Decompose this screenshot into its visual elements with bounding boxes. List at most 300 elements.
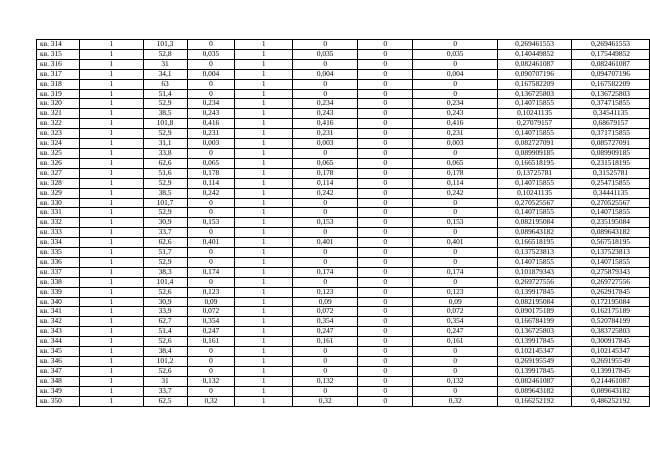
apartment-cell: кв. 329 xyxy=(37,188,80,198)
value-cell: 38,4 xyxy=(143,347,187,357)
value-cell: 1 xyxy=(80,297,143,307)
value-cell: 0,035 xyxy=(293,49,358,59)
value-cell: 0,13725781 xyxy=(497,168,571,178)
value-cell: 0 xyxy=(187,228,235,238)
value-cell: 0,004 xyxy=(187,69,235,79)
value-cell: 0,114 xyxy=(413,178,498,188)
value-cell: 0 xyxy=(358,327,413,337)
value-cell: 33,9 xyxy=(143,307,187,317)
value-cell: 0 xyxy=(293,148,358,158)
apartment-cell: кв. 335 xyxy=(37,248,80,258)
table-row xyxy=(37,248,650,258)
table-row xyxy=(37,396,650,406)
value-cell: 1 xyxy=(235,327,293,337)
apartment-cell: кв. 324 xyxy=(37,139,80,149)
value-cell: 0,354 xyxy=(293,317,358,327)
value-cell: 1 xyxy=(235,198,293,208)
value-cell: 1 xyxy=(80,99,143,109)
value-cell: 1 xyxy=(80,396,143,406)
apartment-cell: кв. 338 xyxy=(37,277,80,287)
value-cell: 101,7 xyxy=(143,198,187,208)
value-cell: 0,089643182 xyxy=(497,386,571,396)
value-cell: 1 xyxy=(80,238,143,248)
apartment-cell: кв. 342 xyxy=(37,317,80,327)
value-cell: 1 xyxy=(235,59,293,69)
value-cell: 52,9 xyxy=(143,257,187,267)
value-cell: 0 xyxy=(293,366,358,376)
value-cell: 52,6 xyxy=(143,366,187,376)
value-cell: 0,161 xyxy=(413,337,498,347)
table-row xyxy=(37,267,650,277)
value-cell: 1 xyxy=(80,129,143,139)
value-cell: 1 xyxy=(80,376,143,386)
value-cell: 1 xyxy=(235,257,293,267)
value-cell: 0,072 xyxy=(293,307,358,317)
value-cell: 0 xyxy=(358,79,413,89)
value-cell: 1 xyxy=(80,49,143,59)
table-row xyxy=(37,198,650,208)
table-body xyxy=(37,40,650,407)
value-cell: 1 xyxy=(80,357,143,367)
value-cell: 0,300917845 xyxy=(572,337,650,347)
value-cell: 0,082727091 xyxy=(497,139,571,149)
value-cell: 0,275879343 xyxy=(572,267,650,277)
value-cell: 0 xyxy=(413,248,498,258)
value-cell: 1 xyxy=(80,317,143,327)
value-cell: 0,174 xyxy=(187,267,235,277)
value-cell: 0,166784199 xyxy=(497,317,571,327)
value-cell: 0,090175189 xyxy=(497,307,571,317)
value-cell: 51,6 xyxy=(143,168,187,178)
value-cell: 0 xyxy=(358,158,413,168)
apartment-cell: кв. 343 xyxy=(37,327,80,337)
apartment-cell: кв. 318 xyxy=(37,79,80,89)
value-cell: 0 xyxy=(358,218,413,228)
value-cell: 0,140715855 xyxy=(497,129,571,139)
value-cell: 0,374715855 xyxy=(572,99,650,109)
value-cell: 0,003 xyxy=(413,139,498,149)
value-cell: 0,68679157 xyxy=(572,119,650,129)
apartment-cell: кв. 320 xyxy=(37,99,80,109)
apartment-cell: кв. 337 xyxy=(37,267,80,277)
value-cell: 0 xyxy=(293,59,358,69)
value-cell: 1 xyxy=(80,287,143,297)
value-cell: 0,102145347 xyxy=(497,347,571,357)
value-cell: 51,4 xyxy=(143,89,187,99)
value-cell: 0 xyxy=(413,79,498,89)
value-cell: 1 xyxy=(80,188,143,198)
value-cell: 0,153 xyxy=(187,218,235,228)
apartment-cell: кв. 346 xyxy=(37,357,80,367)
value-cell: 0 xyxy=(413,89,498,99)
table-row xyxy=(37,297,650,307)
value-cell: 1 xyxy=(235,139,293,149)
value-cell: 0,132 xyxy=(293,376,358,386)
value-cell: 1 xyxy=(235,218,293,228)
apartment-cell: кв. 341 xyxy=(37,307,80,317)
value-cell: 0,090707196 xyxy=(497,69,571,79)
value-cell: 1 xyxy=(80,109,143,119)
value-cell: 1 xyxy=(80,337,143,347)
value-cell: 1 xyxy=(235,248,293,258)
value-cell: 0 xyxy=(413,257,498,267)
value-cell: 0 xyxy=(413,228,498,238)
value-cell: 1 xyxy=(235,69,293,79)
value-cell: 1 xyxy=(80,267,143,277)
value-cell: 0,247 xyxy=(293,327,358,337)
value-cell: 0,153 xyxy=(413,218,498,228)
value-cell: 0,123 xyxy=(187,287,235,297)
value-cell: 0,243 xyxy=(293,109,358,119)
value-cell: 0,231 xyxy=(413,129,498,139)
value-cell: 0,140449852 xyxy=(497,49,571,59)
value-cell: 0,035 xyxy=(187,49,235,59)
value-cell: 0,371715855 xyxy=(572,129,650,139)
value-cell: 0,065 xyxy=(187,158,235,168)
table-row xyxy=(37,257,650,267)
value-cell: 0 xyxy=(413,148,498,158)
value-cell: 101,3 xyxy=(143,40,187,50)
value-cell: 1 xyxy=(80,40,143,50)
value-cell: 0,567518195 xyxy=(572,238,650,248)
apartment-cell: кв. 350 xyxy=(37,396,80,406)
value-cell: 1 xyxy=(235,287,293,297)
value-cell: 0 xyxy=(358,297,413,307)
value-cell: 0 xyxy=(187,148,235,158)
value-cell: 0 xyxy=(187,59,235,69)
value-cell: 0 xyxy=(358,347,413,357)
apartment-cell: кв. 340 xyxy=(37,297,80,307)
value-cell: 52,6 xyxy=(143,287,187,297)
value-cell: 0,140715855 xyxy=(497,208,571,218)
value-cell: 1 xyxy=(235,307,293,317)
value-cell: 0 xyxy=(187,366,235,376)
value-cell: 0 xyxy=(187,386,235,396)
value-cell: 52,6 xyxy=(143,337,187,347)
value-cell: 1 xyxy=(80,198,143,208)
value-cell: 52,9 xyxy=(143,129,187,139)
value-cell: 1 xyxy=(235,277,293,287)
value-cell: 0,401 xyxy=(293,238,358,248)
value-cell: 0,269461553 xyxy=(572,40,650,50)
value-cell: 0,153 xyxy=(293,218,358,228)
value-cell: 0 xyxy=(187,357,235,367)
value-cell: 0,072 xyxy=(413,307,498,317)
value-cell: 0,089643182 xyxy=(572,228,650,238)
value-cell: 0,270525567 xyxy=(572,198,650,208)
value-cell: 0,136725803 xyxy=(572,89,650,99)
value-cell: 1 xyxy=(80,248,143,258)
value-cell: 1 xyxy=(235,238,293,248)
value-cell: 0,137523813 xyxy=(572,248,650,258)
value-cell: 31,1 xyxy=(143,139,187,149)
table-row xyxy=(37,307,650,317)
value-cell: 1 xyxy=(80,168,143,178)
table-row xyxy=(37,188,650,198)
value-cell: 0,140715855 xyxy=(497,178,571,188)
value-cell: 0,166518195 xyxy=(497,158,571,168)
value-cell: 0 xyxy=(413,59,498,69)
value-cell: 0,354 xyxy=(413,317,498,327)
value-cell: 0,166252192 xyxy=(497,396,571,406)
document-page xyxy=(36,39,650,407)
value-cell: 0 xyxy=(293,248,358,258)
table-row xyxy=(37,59,650,69)
value-cell: 52,8 xyxy=(143,49,187,59)
value-cell: 0 xyxy=(358,228,413,238)
value-cell: 0,32 xyxy=(293,396,358,406)
value-cell: 0 xyxy=(358,208,413,218)
value-cell: 101,2 xyxy=(143,357,187,367)
value-cell: 0,242 xyxy=(187,188,235,198)
value-cell: 0,243 xyxy=(187,109,235,119)
value-cell: 0,247 xyxy=(187,327,235,337)
apartment-cell: кв. 331 xyxy=(37,208,80,218)
value-cell: 0,234 xyxy=(187,99,235,109)
value-cell: 0,140715855 xyxy=(497,257,571,267)
value-cell: 0 xyxy=(358,119,413,129)
value-cell: 0 xyxy=(358,238,413,248)
value-cell: 1 xyxy=(80,347,143,357)
table-row xyxy=(37,148,650,158)
value-cell: 0,270525567 xyxy=(497,198,571,208)
value-cell: 33,7 xyxy=(143,386,187,396)
apartment-cell: кв. 316 xyxy=(37,59,80,69)
table-row xyxy=(37,317,650,327)
value-cell: 62,6 xyxy=(143,158,187,168)
value-cell: 1 xyxy=(235,297,293,307)
value-cell: 0 xyxy=(413,208,498,218)
value-cell: 38,5 xyxy=(143,109,187,119)
value-cell: 0,243 xyxy=(413,109,498,119)
value-cell: 0 xyxy=(358,287,413,297)
value-cell: 0,178 xyxy=(293,168,358,178)
value-cell: 0 xyxy=(358,307,413,317)
value-cell: 0,085727091 xyxy=(572,139,650,149)
value-cell: 38,3 xyxy=(143,267,187,277)
value-cell: 0,242 xyxy=(293,188,358,198)
value-cell: 0,269195549 xyxy=(497,357,571,367)
value-cell: 63 xyxy=(143,79,187,89)
table-row xyxy=(37,228,650,238)
value-cell: 51,4 xyxy=(143,327,187,337)
table-row xyxy=(37,218,650,228)
value-cell: 0,065 xyxy=(293,158,358,168)
value-cell: 0,094707196 xyxy=(572,69,650,79)
value-cell: 0,231 xyxy=(187,129,235,139)
value-cell: 0 xyxy=(358,376,413,386)
apartment-cell: кв. 333 xyxy=(37,228,80,238)
apartment-cell: кв. 336 xyxy=(37,257,80,267)
table-row xyxy=(37,208,650,218)
apartment-cell: кв. 339 xyxy=(37,287,80,297)
value-cell: 0 xyxy=(187,257,235,267)
value-cell: 33,8 xyxy=(143,148,187,158)
value-cell: 0 xyxy=(358,69,413,79)
value-cell: 33,7 xyxy=(143,228,187,238)
apartment-cell: кв. 315 xyxy=(37,49,80,59)
table-row xyxy=(37,119,650,129)
value-cell: 0 xyxy=(413,277,498,287)
apartment-cell: кв. 349 xyxy=(37,386,80,396)
value-cell: 0,269461553 xyxy=(497,40,571,50)
value-cell: 51,7 xyxy=(143,248,187,258)
value-cell: 0 xyxy=(358,99,413,109)
value-cell: 0,174 xyxy=(413,267,498,277)
value-cell: 0,140715855 xyxy=(497,99,571,109)
value-cell: 1 xyxy=(235,317,293,327)
value-cell: 0 xyxy=(293,257,358,267)
apartment-cell: кв. 334 xyxy=(37,238,80,248)
apartment-cell: кв. 321 xyxy=(37,109,80,119)
value-cell: 0,140715855 xyxy=(572,208,650,218)
table-row xyxy=(37,366,650,376)
value-cell: 0,035 xyxy=(413,49,498,59)
value-cell: 0 xyxy=(187,347,235,357)
value-cell: 0,139917845 xyxy=(572,366,650,376)
value-cell: 0,231518195 xyxy=(572,158,650,168)
value-cell: 1 xyxy=(235,119,293,129)
value-cell: 0,214461087 xyxy=(572,376,650,386)
value-cell: 0,167582209 xyxy=(497,79,571,89)
value-cell: 0,10241135 xyxy=(497,188,571,198)
apartment-cell: кв. 323 xyxy=(37,129,80,139)
table-row xyxy=(37,327,650,337)
value-cell: 1 xyxy=(80,366,143,376)
value-cell: 1 xyxy=(235,168,293,178)
table-row xyxy=(37,287,650,297)
table-row xyxy=(37,357,650,367)
value-cell: 0,161 xyxy=(293,337,358,347)
value-cell: 0,32 xyxy=(187,396,235,406)
value-cell: 1 xyxy=(80,218,143,228)
value-cell: 101,8 xyxy=(143,119,187,129)
value-cell: 1 xyxy=(80,79,143,89)
value-cell: 0 xyxy=(358,277,413,287)
value-cell: 1 xyxy=(235,347,293,357)
value-cell: 0,234 xyxy=(413,99,498,109)
value-cell: 0,132 xyxy=(187,376,235,386)
value-cell: 0,269727556 xyxy=(497,277,571,287)
value-cell: 0 xyxy=(413,40,498,50)
apartment-cell: кв. 348 xyxy=(37,376,80,386)
value-cell: 0 xyxy=(358,148,413,158)
value-cell: 0,082195084 xyxy=(497,297,571,307)
value-cell: 0 xyxy=(293,277,358,287)
value-cell: 0,172195084 xyxy=(572,297,650,307)
value-cell: 0 xyxy=(358,178,413,188)
value-cell: 0,262917845 xyxy=(572,287,650,297)
value-cell: 1 xyxy=(80,89,143,99)
value-cell: 0,231 xyxy=(293,129,358,139)
value-cell: 0 xyxy=(413,347,498,357)
value-cell: 0,09 xyxy=(293,297,358,307)
value-cell: 38,5 xyxy=(143,188,187,198)
value-cell: 62,6 xyxy=(143,238,187,248)
table-row xyxy=(37,69,650,79)
value-cell: 0 xyxy=(358,89,413,99)
value-cell: 1 xyxy=(80,386,143,396)
value-cell: 0 xyxy=(358,188,413,198)
value-cell: 0,139917845 xyxy=(497,366,571,376)
apartment-cell: кв. 314 xyxy=(37,40,80,50)
value-cell: 0 xyxy=(358,40,413,50)
value-cell: 0,139917845 xyxy=(497,287,571,297)
value-cell: 0,089643182 xyxy=(572,386,650,396)
value-cell: 0 xyxy=(358,109,413,119)
value-cell: 0,416 xyxy=(187,119,235,129)
value-cell: 0 xyxy=(413,198,498,208)
value-cell: 1 xyxy=(235,129,293,139)
value-cell: 0,082195084 xyxy=(497,218,571,228)
value-cell: 0,139917845 xyxy=(497,337,571,347)
value-cell: 0,161 xyxy=(187,337,235,347)
value-cell: 0,003 xyxy=(293,139,358,149)
value-cell: 0,136725803 xyxy=(497,327,571,337)
table-row xyxy=(37,99,650,109)
value-cell: 1 xyxy=(235,158,293,168)
value-cell: 0,09 xyxy=(413,297,498,307)
table-row xyxy=(37,109,650,119)
value-cell: 1 xyxy=(80,307,143,317)
value-cell: 0,082461087 xyxy=(497,376,571,386)
value-cell: 1 xyxy=(235,366,293,376)
value-cell: 0 xyxy=(293,347,358,357)
value-cell: 1 xyxy=(80,69,143,79)
value-cell: 0,174 xyxy=(293,267,358,277)
apartment-cell: кв. 319 xyxy=(37,89,80,99)
value-cell: 0,114 xyxy=(293,178,358,188)
value-cell: 0,269727556 xyxy=(572,277,650,287)
value-cell: 1 xyxy=(235,40,293,50)
value-cell: 0,10241135 xyxy=(497,109,571,119)
table-row xyxy=(37,40,650,50)
table-row xyxy=(37,347,650,357)
value-cell: 1 xyxy=(80,228,143,238)
apartment-cell: кв. 345 xyxy=(37,347,80,357)
value-cell: 0 xyxy=(358,129,413,139)
value-cell: 0 xyxy=(293,357,358,367)
table-row xyxy=(37,49,650,59)
value-cell: 1 xyxy=(235,228,293,238)
table-row xyxy=(37,386,650,396)
value-cell: 0 xyxy=(293,228,358,238)
value-cell: 1 xyxy=(235,337,293,347)
value-cell: 30,9 xyxy=(143,218,187,228)
table-row xyxy=(37,376,650,386)
value-cell: 0,242 xyxy=(413,188,498,198)
value-cell: 0 xyxy=(187,40,235,50)
value-cell: 34,1 xyxy=(143,69,187,79)
value-cell: 1 xyxy=(235,148,293,158)
value-cell: 1 xyxy=(80,208,143,218)
table-row xyxy=(37,168,650,178)
apartment-cell: кв. 322 xyxy=(37,119,80,129)
value-cell: 0,065 xyxy=(413,158,498,168)
value-cell: 1 xyxy=(235,376,293,386)
value-cell: 62,5 xyxy=(143,396,187,406)
value-cell: 0 xyxy=(187,198,235,208)
value-cell: 0,175449852 xyxy=(572,49,650,59)
value-cell: 0,401 xyxy=(187,238,235,248)
value-cell: 0,004 xyxy=(413,69,498,79)
value-cell: 0 xyxy=(187,79,235,89)
value-cell: 0,27079157 xyxy=(497,119,571,129)
value-cell: 1 xyxy=(80,139,143,149)
value-cell: 1 xyxy=(235,357,293,367)
value-cell: 0 xyxy=(358,386,413,396)
value-cell: 1 xyxy=(235,49,293,59)
